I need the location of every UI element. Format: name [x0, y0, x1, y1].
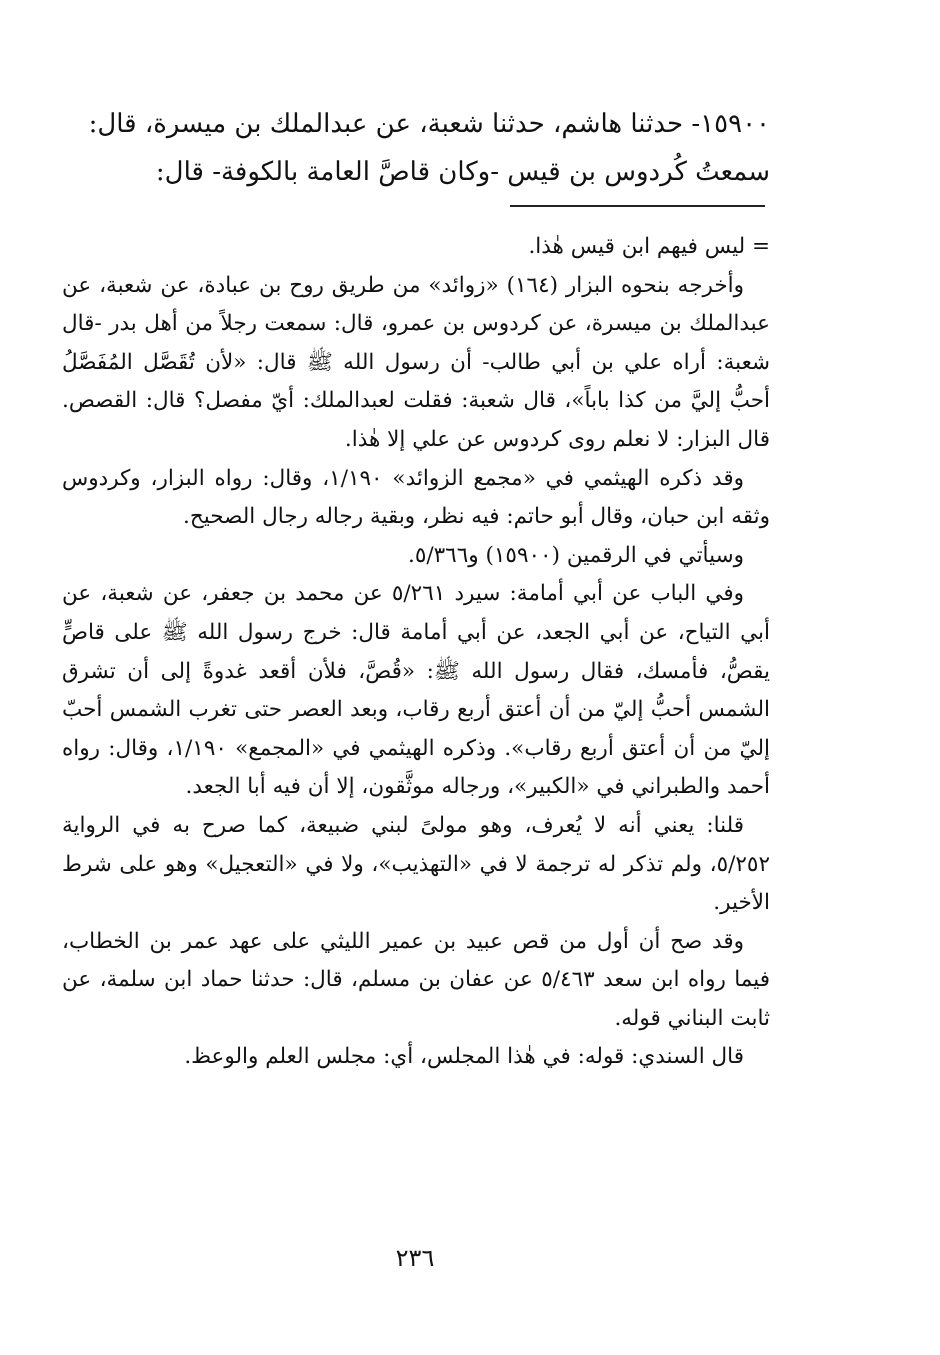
footnote-paragraph: قلنا: يعني أنه لا يُعرف، وهو مولىً لبني ضبيعة، كما صرح به في الرواية ٥/٢٥٢، ولم تذكر له ترجمة لا في «التهذيب»، ولا في «التعجيل» وهو على شرط الأخير. [62, 812, 770, 916]
page-number: ٢٣٦ [395, 1244, 435, 1272]
footnote-paragraph: وقد صح أن أول من قص عبيد بن عمير الليثي على عهد عمر بن الخطاب، فيما رواه ابن سعد ٥/٤٦٣ عن عفان بن مسلم، قال: حدثنا حماد ابن سلمة، عن ثابت البناني قوله. [62, 928, 770, 1031]
hadith-line: سمعتُ كُردوس بن قيس -وكان قاصَّ العامة بالكوفة- قال: [155, 157, 770, 187]
hadith-line: ١٥٩٠٠- حدثنا هاشم، حدثنا شعبة، عن عبدالملك بن ميسرة، قال: [88, 109, 770, 139]
footnote-paragraph: = ليس فيهم ابن قيس هٰذا. [528, 234, 770, 259]
hadith-text [60, 100, 770, 196]
footnotes [62, 228, 770, 1077]
footnote-paragraph: وقد ذكره الهيثمي في «مجمع الزوائد» ١/١٩٠، وقال: رواه البزار، وكردوس وثقه ابن حبان، وقال أبو حاتم: فيه نظر، وبقية رجاله رجال الصحيح. [62, 465, 770, 530]
footnote-separator [510, 205, 765, 207]
footnote-paragraph: وفي الباب عن أبي أمامة: سيرد ٥/٢٦١ عن محمد بن جعفر، عن شعبة، عن أبي التياح، عن أبي الجعد، عن أبي أمامة قال: خرج رسول الله ﷺ على قاصٍّ يقصُّ، فأمسك، فقال رسول الله ﷺ: «قُصَّ، فلأن أقعد غدوةً إلى أن تشرق الشمس أحبُّ إليّ من أن أعتق أربع رقاب، وبعد العصر حتى تغرب الشمس أحبّ إليّ من أن أعتق أربع رقاب». وذكره الهيثمي في «المجمع» ١/١٩٠، وقال: رواه أحمد والطبراني في «الكبير»، ورجاله موثَّقون، إلا أن فيه أبا الجعد. [62, 581, 771, 800]
footnote-paragraph: قال السندي: قوله: في هٰذا المجلس، أي: مجلس العلم والوعظ. [184, 1044, 744, 1070]
footnote-paragraph: وأخرجه بنحوه البزار (١٦٤) «زوائد» من طريق روح بن عبادة، عن شعبة، عن عبدالملك بن ميسرة، عن كردوس بن عمرو، قال: سمعت رجلاً من أهل بدر -قال شعبة: أراه علي بن أبي طالب- أن رسول الله ﷺ قال: «لأن تُقَصَّل المُفَصَّلُ أحبُّ إليَّ من كذا باباً»، قال شعبة: فقلت لعبدالملك: أيّ مفصل؟ قال: القصص. قال البزار: لا نعلم روى كردوس عن علي إلا هٰذا. [62, 272, 770, 452]
footnote-paragraph: وسيأتي في الرقمين (١٥٩٠٠) و٥/٣٦٦. [407, 542, 744, 568]
